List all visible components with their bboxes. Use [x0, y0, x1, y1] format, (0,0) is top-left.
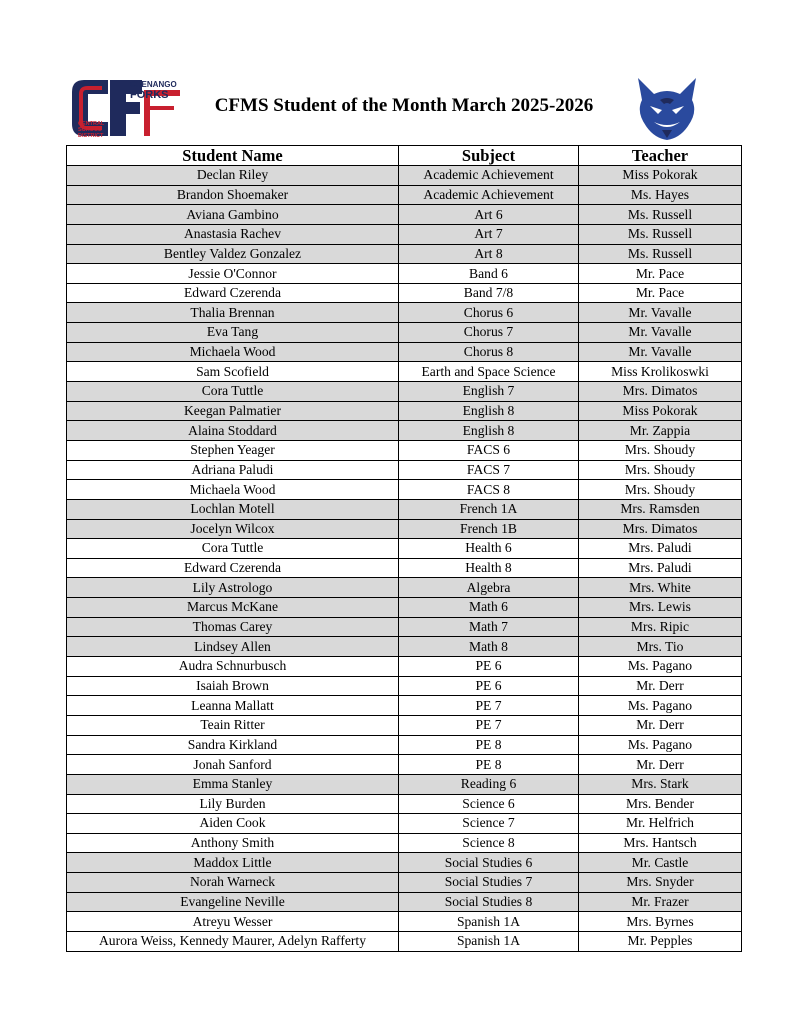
table-row	[67, 283, 742, 303]
subject-cell: Band 7/8	[399, 283, 579, 303]
table-row	[67, 539, 742, 559]
table-row	[67, 715, 742, 735]
table-row	[67, 460, 742, 480]
table-row	[67, 617, 742, 637]
student-of-the-month-table	[66, 145, 742, 952]
subject-cell: Chorus 6	[399, 303, 579, 323]
table-row	[67, 382, 742, 402]
table-row	[67, 166, 742, 186]
chenango-forks-logo	[70, 76, 182, 140]
teacher-cell: Ms. Russell	[579, 224, 742, 244]
teacher-cell: Ms. Russell	[579, 205, 742, 225]
table-row	[67, 892, 742, 912]
subject-cell: Art 7	[399, 224, 579, 244]
subject-cell: English 7	[399, 382, 579, 402]
student-name-cell: Michaela Wood	[67, 342, 399, 362]
subject-cell: Spanish 1A	[399, 912, 579, 932]
student-name-cell: Thalia Brennan	[67, 303, 399, 323]
table-row	[67, 578, 742, 598]
student-name-cell: Norah Warneck	[67, 873, 399, 893]
teacher-cell: Mrs. Hantsch	[579, 833, 742, 853]
blue-devil-mascot-icon	[632, 76, 702, 142]
teacher-cell: Miss Krolikoswki	[579, 362, 742, 382]
subject-cell: French 1B	[399, 519, 579, 539]
student-name-cell: Keegan Palmatier	[67, 401, 399, 421]
table-row	[67, 323, 742, 343]
teacher-cell: Mrs. White	[579, 578, 742, 598]
subject-cell: Science 6	[399, 794, 579, 814]
student-name-cell: Maddox Little	[67, 853, 399, 873]
teacher-cell: Mrs. Dimatos	[579, 382, 742, 402]
teacher-cell: Mr. Zappia	[579, 421, 742, 441]
teacher-cell: Ms. Pagano	[579, 735, 742, 755]
teacher-cell: Mr. Castle	[579, 853, 742, 873]
student-name-cell: Emma Stanley	[67, 774, 399, 794]
student-name-cell: Stephen Yeager	[67, 440, 399, 460]
table-row	[67, 224, 742, 244]
table-row	[67, 558, 742, 578]
student-name-cell: Leanna Mallatt	[67, 696, 399, 716]
subject-cell: PE 7	[399, 696, 579, 716]
subject-cell: Science 7	[399, 814, 579, 834]
subject-cell: Social Studies 8	[399, 892, 579, 912]
teacher-cell: Mr. Derr	[579, 715, 742, 735]
table-row	[67, 264, 742, 284]
subject-cell: PE 6	[399, 657, 579, 677]
subject-cell: Math 7	[399, 617, 579, 637]
subject-cell: Earth and Space Science	[399, 362, 579, 382]
teacher-cell: Mrs. Paludi	[579, 539, 742, 559]
student-name-cell: Teain Ritter	[67, 715, 399, 735]
subject-cell: Academic Achievement	[399, 166, 579, 186]
subject-cell: FACS 7	[399, 460, 579, 480]
student-name-cell: Lindsey Allen	[67, 637, 399, 657]
table-row	[67, 440, 742, 460]
teacher-cell: Mr. Helfrich	[579, 814, 742, 834]
subject-cell: Algebra	[399, 578, 579, 598]
student-name-cell: Lochlan Motell	[67, 499, 399, 519]
teacher-cell: Mr. Pepples	[579, 931, 742, 951]
subject-cell: FACS 8	[399, 480, 579, 500]
teacher-cell: Mr. Vavalle	[579, 303, 742, 323]
teacher-cell: Ms. Pagano	[579, 657, 742, 677]
subject-cell: English 8	[399, 421, 579, 441]
teacher-cell: Mrs. Shoudy	[579, 480, 742, 500]
teacher-cell: Mrs. Byrnes	[579, 912, 742, 932]
table-row	[67, 931, 742, 951]
subject-cell: PE 7	[399, 715, 579, 735]
subject-cell: Social Studies 7	[399, 873, 579, 893]
teacher-cell: Mrs. Stark	[579, 774, 742, 794]
table-row	[67, 480, 742, 500]
subject-cell: Art 6	[399, 205, 579, 225]
subject-cell: Health 8	[399, 558, 579, 578]
subject-cell: Math 6	[399, 598, 579, 618]
page-title: CFMS Student of the Month March 2025-2026	[214, 95, 594, 116]
table-body	[67, 166, 742, 952]
column-header-teacher: Teacher	[579, 146, 742, 166]
subject-cell: Science 8	[399, 833, 579, 853]
subject-cell: Band 6	[399, 264, 579, 284]
student-name-cell: Eva Tang	[67, 323, 399, 343]
subject-cell: Spanish 1A	[399, 931, 579, 951]
student-name-cell: Marcus McKane	[67, 598, 399, 618]
teacher-cell: Miss Pokorak	[579, 166, 742, 186]
teacher-cell: Mrs. Shoudy	[579, 440, 742, 460]
table-row	[67, 205, 742, 225]
student-name-cell: Sandra Kirkland	[67, 735, 399, 755]
teacher-cell: Mr. Vavalle	[579, 323, 742, 343]
student-name-cell: Adriana Paludi	[67, 460, 399, 480]
subject-cell: French 1A	[399, 499, 579, 519]
teacher-cell: Mrs. Ripic	[579, 617, 742, 637]
teacher-cell: Mr. Derr	[579, 676, 742, 696]
table-row	[67, 185, 742, 205]
student-name-cell: Isaiah Brown	[67, 676, 399, 696]
table-row	[67, 303, 742, 323]
table-row	[67, 657, 742, 677]
table-row	[67, 696, 742, 716]
student-name-cell: Aviana Gambino	[67, 205, 399, 225]
table-row	[67, 833, 742, 853]
subject-cell: Social Studies 6	[399, 853, 579, 873]
logo-line1: CHENANGO	[130, 80, 177, 89]
student-name-cell: Cora Tuttle	[67, 539, 399, 559]
table-row	[67, 735, 742, 755]
table-row	[67, 421, 742, 441]
teacher-cell: Ms. Hayes	[579, 185, 742, 205]
subject-cell: PE 8	[399, 735, 579, 755]
student-name-cell: Lily Burden	[67, 794, 399, 814]
teacher-cell: Mr. Pace	[579, 283, 742, 303]
column-header-student-name: Student Name	[67, 146, 399, 166]
table-row	[67, 499, 742, 519]
teacher-cell: Mrs. Ramsden	[579, 499, 742, 519]
subject-cell: Academic Achievement	[399, 185, 579, 205]
student-name-cell: Anastasia Rachev	[67, 224, 399, 244]
table-row	[67, 519, 742, 539]
subject-cell: FACS 6	[399, 440, 579, 460]
table-row	[67, 794, 742, 814]
student-name-cell: Jessie O'Connor	[67, 264, 399, 284]
teacher-cell: Mrs. Lewis	[579, 598, 742, 618]
subject-cell: Chorus 7	[399, 323, 579, 343]
teacher-cell: Miss Pokorak	[579, 401, 742, 421]
student-name-cell: Edward Czerenda	[67, 558, 399, 578]
student-name-cell: Atreyu Wesser	[67, 912, 399, 932]
student-name-cell: Lily Astrologo	[67, 578, 399, 598]
table-row	[67, 912, 742, 932]
teacher-cell: Mr. Frazer	[579, 892, 742, 912]
page-header	[0, 0, 806, 146]
student-name-cell: Anthony Smith	[67, 833, 399, 853]
table-row	[67, 676, 742, 696]
student-name-cell: Jonah Sanford	[67, 755, 399, 775]
student-name-cell: Bentley Valdez Gonzalez	[67, 244, 399, 264]
table-row	[67, 637, 742, 657]
subject-cell: Health 6	[399, 539, 579, 559]
student-name-cell: Declan Riley	[67, 166, 399, 186]
column-header-subject: Subject	[399, 146, 579, 166]
table-row	[67, 401, 742, 421]
table-row	[67, 814, 742, 834]
teacher-cell: Ms. Pagano	[579, 696, 742, 716]
table-row	[67, 755, 742, 775]
teacher-cell: Ms. Russell	[579, 244, 742, 264]
table-row	[67, 598, 742, 618]
student-name-cell: Evangeline Neville	[67, 892, 399, 912]
student-name-cell: Alaina Stoddard	[67, 421, 399, 441]
student-name-cell: Michaela Wood	[67, 480, 399, 500]
subject-cell: PE 8	[399, 755, 579, 775]
student-name-cell: Sam Scofield	[67, 362, 399, 382]
logo-line3: CENTRAL	[78, 121, 105, 127]
logo-line4: SCHOOL	[78, 127, 102, 133]
student-name-cell: Audra Schnurbusch	[67, 657, 399, 677]
teacher-cell: Mrs. Dimatos	[579, 519, 742, 539]
student-name-cell: Jocelyn Wilcox	[67, 519, 399, 539]
table-row	[67, 342, 742, 362]
logo-line5: DISTRICT	[78, 133, 104, 139]
subject-cell: Reading 6	[399, 774, 579, 794]
subject-cell: Math 8	[399, 637, 579, 657]
student-name-cell: Edward Czerenda	[67, 283, 399, 303]
teacher-cell: Mrs. Bender	[579, 794, 742, 814]
teacher-cell: Mrs. Paludi	[579, 558, 742, 578]
teacher-cell: Mr. Pace	[579, 264, 742, 284]
table-row	[67, 853, 742, 873]
subject-cell: Art 8	[399, 244, 579, 264]
student-name-cell: Aurora Weiss, Kennedy Maurer, Adelyn Rafferty	[67, 931, 399, 951]
table-row	[67, 873, 742, 893]
teacher-cell: Mrs. Shoudy	[579, 460, 742, 480]
student-name-cell: Cora Tuttle	[67, 382, 399, 402]
teacher-cell: Mr. Vavalle	[579, 342, 742, 362]
teacher-cell: Mrs. Snyder	[579, 873, 742, 893]
logo-line2: FORKS	[130, 89, 169, 101]
teacher-cell: Mrs. Tio	[579, 637, 742, 657]
table-row	[67, 244, 742, 264]
teacher-cell: Mr. Derr	[579, 755, 742, 775]
student-name-cell: Aiden Cook	[67, 814, 399, 834]
subject-cell: English 8	[399, 401, 579, 421]
table-header-row	[67, 146, 742, 166]
student-name-cell: Brandon Shoemaker	[67, 185, 399, 205]
subject-cell: Chorus 8	[399, 342, 579, 362]
student-name-cell: Thomas Carey	[67, 617, 399, 637]
subject-cell: PE 6	[399, 676, 579, 696]
table-row	[67, 362, 742, 382]
table-row	[67, 774, 742, 794]
